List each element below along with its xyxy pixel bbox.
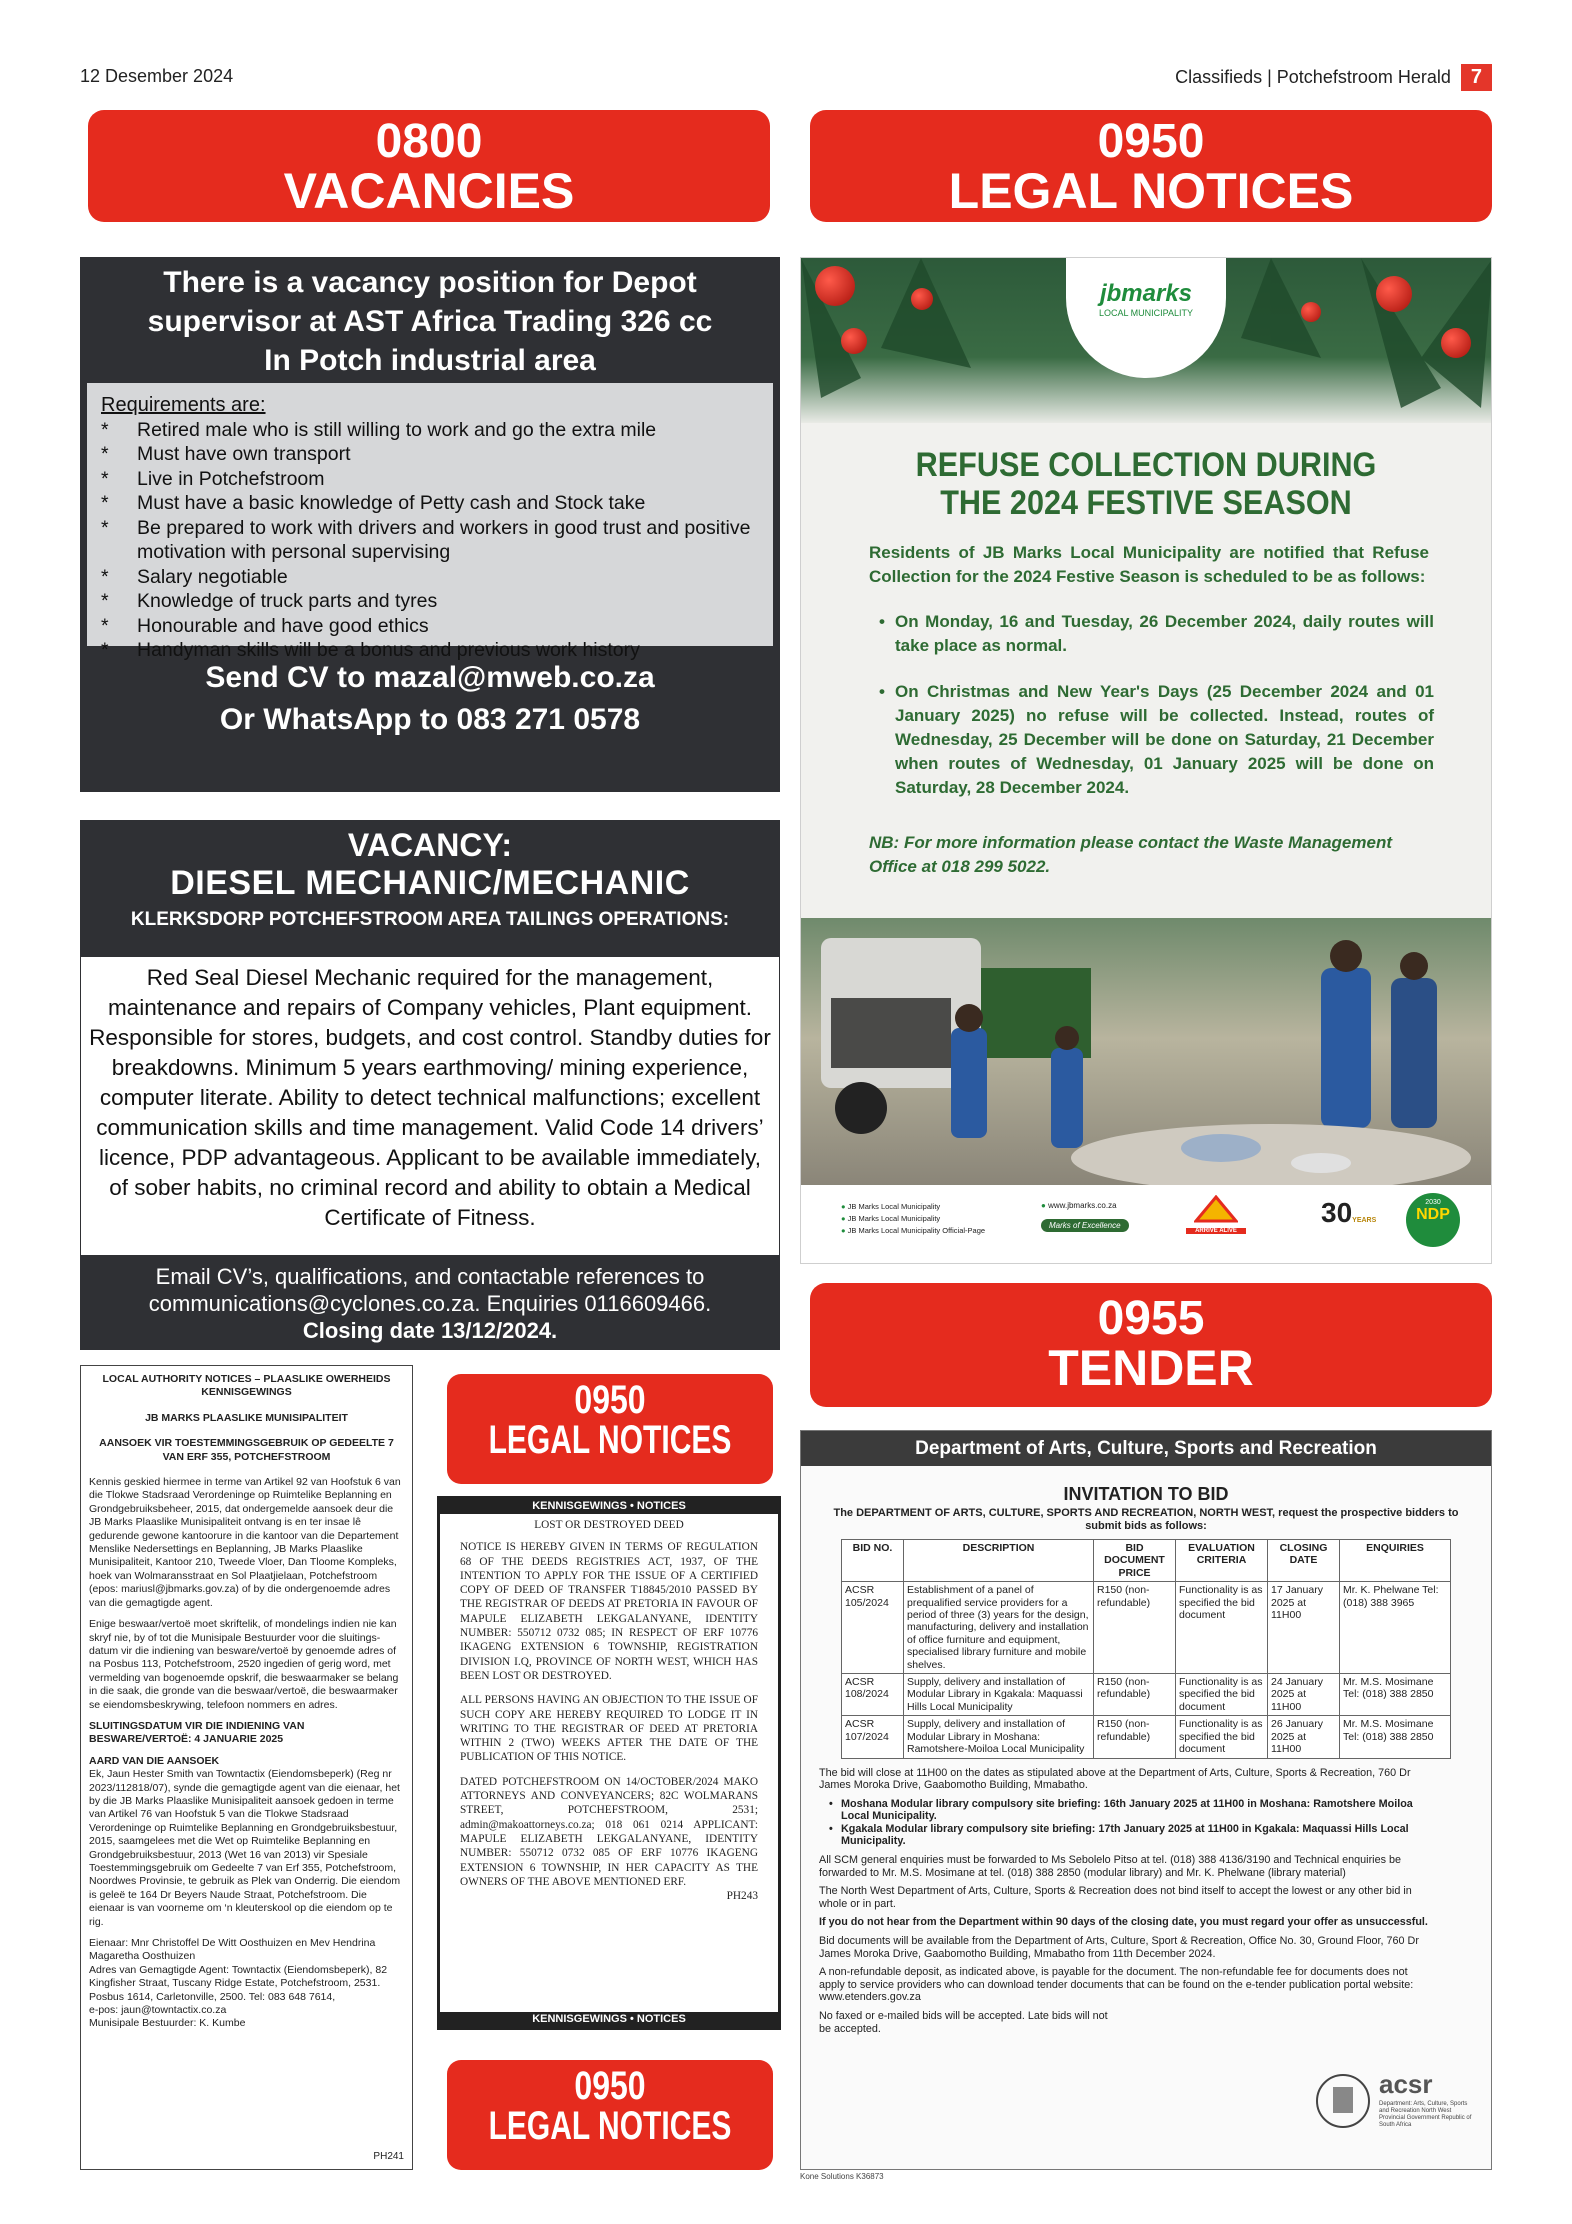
ad-footer	[801, 1185, 1491, 1263]
list-item	[869, 680, 1434, 800]
logo-name: jbmarks	[1099, 280, 1193, 307]
bullet: *	[101, 614, 109, 637]
requirements-list	[101, 418, 759, 663]
table-row	[842, 1674, 1451, 1716]
notice-paragraph: Ek, Jaun Hester Smith van Towntactix (Eiendomsbeperk) (Reg nr 2023/112818/07), synde die gemagtigde agent van die eienaar, het by die JB Marks Plaaslike Munisipaliteit aansoek gedoen in terme van Artikel 76 van Hoofstuk 5 van die Tlokwe Stadsraad Verordeninge op Ruimtelike Beplanning en Grondgebruiksbestuur, 2015, saamgelees met die Wet op Ruimtelike Beplanning en Grondgebruiksbestuur, 2013 (Wet 16 van 2013) vir Spesiale Toestemmingsgebruik om Gedeelte 7 van Erf 355, Potchefstroom, Noordwes Provinsie, te gebruik as Plek van Onderrig. Die eiendom is geleë te 164 Dr Beyers Naude Straat, Potchefstroom. Die eienaar is van voorneme om ‘n kleuterskool op die eiendom op te rig.	[89, 1768, 401, 1928]
list-item	[829, 1823, 1433, 1848]
table-cell: R150 (non-refundable)	[1094, 1582, 1176, 1674]
ornament-icon	[1376, 276, 1412, 312]
tender-paragraph: A non-refundable deposit, as indicated above, is payable for the document. The non-refundable fee for documents does not apply to service providers who can download tender documents that can be found on the e-tender publication portal website: www.etenders.gov.za	[819, 1966, 1414, 2004]
table-header-row	[842, 1540, 1451, 1582]
bullet: *	[101, 565, 109, 588]
banner-number: 0950	[574, 1378, 646, 1422]
title-line: REFUSE COLLECTION DURING	[915, 446, 1377, 484]
table-cell: Functionality is as specified the bid document	[1176, 1582, 1268, 1674]
notice-paragraph: ALL PERSONS HAVING AN OBJECTION TO THE ISSUE OF SUCH COPY ARE HEREBY REQUIRED TO LODGE IT IN WRITING TO THE REGISTRAR OF DEED AT PRETORIA WITHIN 2 (TWO) WEEKS AFTER THE DATE OF THE PUBLICATION OF THIS NOTICE.	[460, 1694, 758, 1764]
bullet: *	[101, 467, 109, 490]
notice-paragraph: DATED POTCHEFSTROOM ON 14/OCTOBER/2024 MAKO ATTORNEYS AND CONVEYANCERS; 82C WOLMARANS STREET, POTCHEFSTROOM, 2531; admin@makoattorneys.co.za; 018 061 0214 APPLICANT: MAPULE ELIZABETH LEKGALANYANE, IDENTITY NUMBER: 550712 0732 085 OF ERF 10776 IKAGENG EXTENSION 6 TOWNSHIP, IN HER CAPACITY AS THE OWNERS OF THE ABOVE MENTIONED ERF.	[460, 1775, 758, 1888]
banner-legal-notices	[810, 110, 1492, 222]
requirement-text: Salary negotiable	[137, 565, 288, 588]
requirement-text: Honourable and have good ethics	[137, 614, 429, 637]
ornament-icon	[815, 266, 855, 306]
bullet: *	[101, 418, 109, 441]
title-line: In Potch industrial area	[264, 344, 596, 377]
years-number: 30	[1321, 1197, 1353, 1228]
briefing-list	[829, 1798, 1433, 1848]
logo-subtitle: LOCAL MUNICIPALITY	[1098, 308, 1194, 318]
table-cell: Establishment of a panel of prequalified service providers for a period of three (3) years for the design, manufacturing, delivery and installation of office furniture and equipment, specialised library furniture and mobile shelves.	[904, 1582, 1094, 1674]
banner-legal-notices-small	[447, 2060, 773, 2170]
requirement-text: Knowledge of truck parts and tyres	[137, 590, 438, 612]
table-cell: R150 (non-refundable)	[1094, 1674, 1176, 1716]
requirement-text: Be prepared to work with drivers and workers in good trust and positive motivation with personal supervising	[137, 516, 751, 563]
bullet: *	[101, 590, 109, 612]
lost-deed-notice	[437, 1496, 781, 2030]
social-media-icon: ●	[841, 1226, 846, 1235]
list-item	[101, 565, 759, 590]
ad-header	[81, 821, 779, 957]
logo-text: acsr	[1379, 2069, 1433, 2099]
closing-date: Closing date 13/12/2024.	[302, 1318, 558, 1343]
ad-intro: Residents of JB Marks Local Municipality are notified that Refuse Collection for the 2024 Festive Season is scheduled to be as follows:	[869, 543, 1429, 586]
tender-body	[801, 1466, 1491, 2051]
social-media-icon: ●	[841, 1214, 846, 1223]
notice-paragraph: NOTICE IS HEREBY GIVEN IN TERMS OF REGULATION 68 OF THE DEEDS REGISTRIES ACT, 1937, OF THE INTENTION TO APPLY FOR THE ISSUE OF A CERTIFIED COPY OF DEED OF TRANSFER T18845/2010 PASSED BY THE REGISTRAR OF DEEDS AT PRETORIA IN FAVOUR OF MAPULE ELIZABETH LEKGALANYANE, IDENTITY NUMBER: 550712 0732 085; IN RESPECT OF ERF 10776 IKAGENG EXTENSION 6 TOWNSHIP, REGISTRATION DIVISION I.Q, PROVINCE OF NORTH WEST, WHICH HAS BEEN LOST OR DESTROYED.	[460, 1541, 758, 1682]
column-header: ENQUIRIES	[1340, 1540, 1451, 1582]
vacancy-description: Red Seal Diesel Mechanic required for the management, maintenance and repairs of Company vehicles, Plant equipment. Responsible for stores, budgets, and cost control. Standby duties for breakdowns. Minimum 5 years earthmoving/ mining experience, computer literate. Ability to detect technical malfunctions; excellent communication skills and time management. Valid Code 14 drivers’ licence, PDP advantageous. Applicant to be available immediately, of sober habits, no criminal record and ability to obtain a Medical Certificate of Fitness.	[89, 965, 771, 1230]
contact-block	[80, 657, 780, 741]
refuse-workers-photo	[801, 918, 1491, 1186]
contact-note: NB: For more information please contact the Waste Management Office at 018 299 5022.	[869, 833, 1392, 876]
tender-notice	[800, 1430, 1492, 2170]
list-item	[101, 491, 759, 516]
notices-bar: KENNISGEWINGS • NOTICES	[440, 2012, 778, 2027]
notice-reference: PH243	[726, 1890, 758, 1903]
banner-title: LEGAL NOTICES	[488, 2104, 732, 2148]
notice-subheading: AARD VAN DIE AANSOEK	[89, 1754, 220, 1767]
tender-paragraph: If you do not hear from the Department within 90 days of the closing date, you must regard your offer as unsuccessful.	[819, 1916, 1428, 1929]
globe-icon: ●	[1041, 1201, 1046, 1210]
banner-vacancies	[88, 110, 770, 222]
footer-line: communications@cyclones.co.za. Enquiries 0116609466.	[148, 1291, 712, 1316]
title-line: There is a vacancy position for Depot	[163, 266, 697, 299]
notice-title: LOST OR DESTROYED DEED	[534, 1519, 684, 1531]
notice-heading: LOCAL AUTHORITY NOTICES – PLAASLIKE OWERHEIDS KENNISGEWINGS	[102, 1373, 391, 1399]
triangle-icon	[1194, 1195, 1238, 1223]
section-title: Classifieds | Potchefstroom Herald	[1175, 67, 1451, 87]
notice-paragraph: Enige beswaar/vertoë moet skriftelik, of mondelings indien nie kan skryf nie, by of tot die Munisipale Bestuurder voor die sluitings-datum vir die indiening van besware/vertoë by genoemde adres of na Posbus 113, Potchefstroom, 2520 ingedien of gerig word, met vermelding van bogenoemde opskrif, die beswaarmaker se belang in die saak, die gronde van die beswaar/vertoë, die beswaarmaker se eiendomsbeskrywing, telefoon nommers en adres.	[89, 1618, 399, 1711]
arrive-alive-logo	[1186, 1195, 1246, 1234]
local-authority-notice	[80, 1365, 413, 2170]
page-number: 7	[1461, 64, 1492, 91]
tagline-badge: Marks of Excellence	[1041, 1219, 1129, 1232]
department-bar: Department of Arts, Culture, Sports and Recreation	[801, 1431, 1491, 1466]
tender-details	[819, 1767, 1473, 2036]
list-item	[101, 614, 759, 639]
social-link[interactable]	[841, 1213, 985, 1225]
table-row	[842, 1582, 1451, 1674]
column-header: DESCRIPTION	[904, 1540, 1094, 1582]
requirement-text: Retired male who is still willing to work and go the extra mile	[137, 418, 657, 441]
table-cell: Mr. M.S. Mosimane Tel: (018) 388 2850	[1340, 1716, 1451, 1758]
banner-title: VACANCIES	[283, 163, 575, 219]
banner-legal-notices-small	[447, 1374, 773, 1484]
tender-reference: Kone Solutions K36873	[800, 2172, 884, 2181]
social-link[interactable]	[841, 1201, 985, 1213]
notice-heading: JB MARKS PLAASLIKE MUNISIPALITEIT	[145, 1411, 348, 1424]
requirement-text: Handyman skills will be a bonus and previous work history	[137, 639, 640, 661]
bullet: *	[101, 443, 109, 465]
banner-title: TENDER	[1048, 1340, 1254, 1396]
briefing-text: Kgakala Modular library compulsory site briefing: 17th January 2025 at 11H00 in Kgakala: Maquassi Hills Local Municipality.	[841, 1822, 1409, 1848]
column-header: BID NO.	[842, 1540, 904, 1582]
page-header	[1175, 64, 1492, 91]
notice-heading: AANSOEK VIR TOESTEMMINGSGEBRUIK OP GEDEELTE 7 VAN ERF 355, POTCHEFSTROOM	[99, 1437, 394, 1463]
ad-title	[836, 446, 1457, 522]
column-header: EVALUATION CRITERIA	[1176, 1540, 1268, 1582]
ornament-icon	[1301, 302, 1321, 322]
arrive-alive-label: ARRIVE ALIVE	[1186, 1228, 1246, 1234]
bullet: *	[101, 516, 109, 539]
issue-date: 12 Desember 2024	[80, 66, 234, 86]
tender-paragraph: The bid will close at 11H00 on the dates as stipulated above at the Department of Arts, Culture, Sports & Recreation, 760 Dr James Moroka Drive, Gaabomotho Building, Mmabatho.	[819, 1766, 1411, 1792]
banner-number: 0955	[1097, 1292, 1205, 1345]
ornament-icon	[911, 288, 933, 310]
banner-title: LEGAL NOTICES	[488, 1418, 732, 1462]
bid-table	[841, 1539, 1451, 1759]
list-item	[829, 1798, 1433, 1823]
bullet: *	[101, 639, 109, 661]
notice-body	[440, 1514, 778, 1907]
website-label: www.jbmarks.co.za	[1048, 1201, 1117, 1210]
social-link-label: JB Marks Local Municipality	[847, 1214, 941, 1223]
ndp-logo	[1406, 1193, 1460, 1247]
table-cell: 26 January 2025 at 11H00	[1268, 1716, 1340, 1758]
schedule-text: On Monday, 16 and Tuesday, 26 December 2024, daily routes will take place as normal.	[895, 612, 1434, 655]
requirements-heading: Requirements are:	[101, 394, 266, 416]
table-cell: Mr. M.S. Mosimane Tel: (018) 388 2850	[1340, 1674, 1451, 1716]
bullet: *	[101, 492, 109, 514]
column-header: BID DOCUMENT PRICE	[1094, 1540, 1176, 1582]
banner-tender	[810, 1283, 1492, 1407]
table-cell: Supply, delivery and installation of Modular Library in Kgakala: Maquassi Hills Local Municipality	[904, 1674, 1094, 1716]
ndp-year: 2030	[1425, 1199, 1441, 1206]
vacancy-role: DIESEL MECHANIC/MECHANIC	[170, 864, 690, 902]
table-row	[842, 1716, 1451, 1758]
vacancy-depot-supervisor-ad	[80, 257, 780, 792]
ad-footer	[81, 1255, 779, 1349]
table-cell: ACSR 105/2024	[842, 1582, 904, 1674]
notice-reference: PH241	[373, 2150, 404, 2162]
requirement-text: Must have own transport	[137, 443, 351, 465]
social-media-icon: ●	[841, 1202, 846, 1211]
column-header: CLOSING DATE	[1268, 1540, 1340, 1582]
title-line: THE 2024 FESTIVE SEASON	[940, 484, 1352, 522]
coat-of-arms-icon	[1313, 2071, 1373, 2131]
table-cell: R150 (non-refundable)	[1094, 1716, 1176, 1758]
tender-paragraph: Bid documents will be available from the Department of Arts, Culture, Sport & Recreation, Office No. 30, Ground Floor, 760 Dr James Moroka Drive, Gaabomotho Building, Mmabatho from 11th December 2024.	[819, 1935, 1419, 1960]
table-cell: ACSR 107/2024	[842, 1716, 904, 1758]
footer-line: Email CV’s, qualifications, and contactable references to	[155, 1264, 705, 1289]
banner-number: 0800	[375, 115, 483, 168]
logo-subtitle: Department: Arts, Culture, Sports and Recreation North West Provincial Government Republic of South Africa	[1379, 2101, 1472, 2128]
table-cell: 24 January 2025 at 11H00	[1268, 1674, 1340, 1716]
years-label: YEARS	[1352, 1217, 1377, 1224]
acsr-logo	[1313, 2067, 1473, 2137]
bullet: •	[879, 682, 885, 701]
website-link[interactable]	[1041, 1201, 1117, 1210]
ad-title	[80, 257, 780, 380]
list-item	[869, 610, 1434, 658]
banner-number: 0950	[1097, 115, 1205, 168]
social-links	[841, 1201, 985, 1237]
table-cell: Functionality is as specified the bid document	[1176, 1674, 1268, 1716]
banner-number: 0950	[574, 2064, 646, 2108]
list-item	[101, 467, 759, 492]
ndp-label: NDP	[1416, 1206, 1450, 1223]
table-cell: Mr. K. Phelwane Tel: (018) 388 3965	[1340, 1582, 1451, 1674]
vacancy-heading: VACANCY:	[347, 827, 513, 863]
list-item	[101, 442, 759, 467]
tender-paragraph: All SCM general enquiries must be forwarded to Ms Sebolelo Pitso at tel. (018) 388 4136/3190 and Technical enquiries be forwarded to Mr. M.S. Mosimane at tel. (018) 388 2850 (modular library) and Mr. K. Phelwane (library material)	[819, 1854, 1401, 1879]
ornament-icon	[1441, 328, 1471, 358]
list-item	[101, 418, 759, 443]
social-link-label: JB Marks Local Municipality	[847, 1202, 941, 1211]
tender-paragraph: No faxed or e-mailed bids will be accepted. Late bids will not be accepted.	[819, 2010, 1108, 2035]
ornament-icon	[841, 328, 867, 354]
tender-subheading: The DEPARTMENT OF ARTS, CULTURE, SPORTS AND RECREATION, NORTH WEST, request the prospective bidders to submit bids as follows:	[833, 1507, 1459, 1532]
notices-bar: KENNISGEWINGS • NOTICES	[440, 1499, 778, 1514]
table-cell: ACSR 108/2024	[842, 1674, 904, 1716]
notice-paragraph: Eienaar: Mnr Christoffel De Witt Oosthuizen en Mev Hendrina Magaretha Oosthuizen Adres van Gemagtigde Agent: Towntactix (Eiendomsbeperk), 82 Kingfisher Straat, Tuscany Ridge Estate, Potchefstroom, 2531. Posbus 1614, Carletonville, 2500. Tel: 083 648 7614, e-pos: jaun@towntactix.co.za Munisipale Bestuurder: K. Kumbe	[89, 1937, 388, 2030]
tender-paragraph: The North West Department of Arts, Culture, Sports & Recreation does not bind itself to accept the lowest or any other bid in whole or in part.	[819, 1885, 1412, 1910]
table-cell: 17 January 2025 at 11H00	[1268, 1582, 1340, 1674]
list-item	[101, 516, 759, 565]
schedule-list	[869, 610, 1434, 822]
bullet: •	[879, 612, 885, 631]
social-link[interactable]	[841, 1225, 985, 1237]
notice-paragraph: Kennis geskied hiermee in terme van Artikel 92 van Hoofstuk 6 van die Tlokwe Stadsraad Verordeninge op Ruimtelike Beplanning en Grondgebruiksbeheer, 2015, dat ondergemelde aansoek deur die JB Marks Plaaslike Munisipaliteit ontvang is en ter insae lê gedurende gewone kantoorure in die kantoor van die Departement Menslike Nedersettings en Beplanning, JB Marks Plaaslike Munisipaliteit, Kantoor 210, Tweede Vloer, Dan Tloome Kompleks, hoek van Wolmaransstraat en Sol Plaatjielaan, Potchefstroom (epos: mariusl@jbmarks.gov.za) of by die ondergenoemde adres van die gemagtigde agent.	[89, 1476, 401, 1609]
briefing-text: Moshana Modular library compulsory site briefing: 16th January 2025 at 11H00 in Moshana: Ramotshere Moiloa Local Municipality.	[841, 1797, 1413, 1823]
requirements-box	[87, 383, 773, 661]
schedule-text: On Christmas and New Year's Days (25 December 2024 and 01 January 2025) no refuse will be collected. Instead, routes of Wednesday, 25 December will be done on Saturday, 21 December when routes of Wednesday, 01 January 2025 will be done on Saturday, 28 December 2024.	[895, 682, 1434, 797]
tender-heading: INVITATION TO BID	[1063, 1484, 1229, 1504]
whatsapp-line: Or WhatsApp to 083 271 0578	[219, 703, 641, 736]
title-line: supervisor at AST Africa Trading 326 cc	[147, 305, 713, 338]
vacancy-location: KLERKSDORP POTCHEFSTROOM AREA TAILINGS OPERATIONS:	[130, 909, 730, 930]
requirement-text: Must have a basic knowledge of Petty cash and Stock take	[137, 492, 646, 514]
bullet: •	[829, 1797, 833, 1810]
send-cv-line: Send CV to mazal@mweb.co.za	[205, 661, 655, 694]
refuse-truck-illustration	[801, 918, 1491, 1186]
closing-date-label: SLUITINGSDATUM VIR DIE INDIENING VAN BESWARE/VERTOË: 4 JANUARIE 2025	[89, 1719, 305, 1746]
requirement-text: Live in Potchefstroom	[137, 467, 325, 490]
bullet: •	[829, 1822, 833, 1835]
social-link-label: JB Marks Local Municipality Official-Page	[847, 1226, 986, 1235]
christmas-foliage-header	[801, 258, 1491, 423]
table-cell: Functionality is as specified the bid document	[1176, 1716, 1268, 1758]
vacancy-diesel-mechanic-ad	[80, 820, 780, 1350]
list-item	[101, 589, 759, 614]
table-cell: Supply, delivery and installation of Modular Library in Moshana: Ramotshere-Moiloa Local Municipality	[904, 1716, 1094, 1758]
jb-marks-refuse-collection-ad	[800, 257, 1492, 1264]
banner-title: LEGAL NOTICES	[948, 163, 1354, 219]
30-years-logo	[1321, 1197, 1376, 1229]
